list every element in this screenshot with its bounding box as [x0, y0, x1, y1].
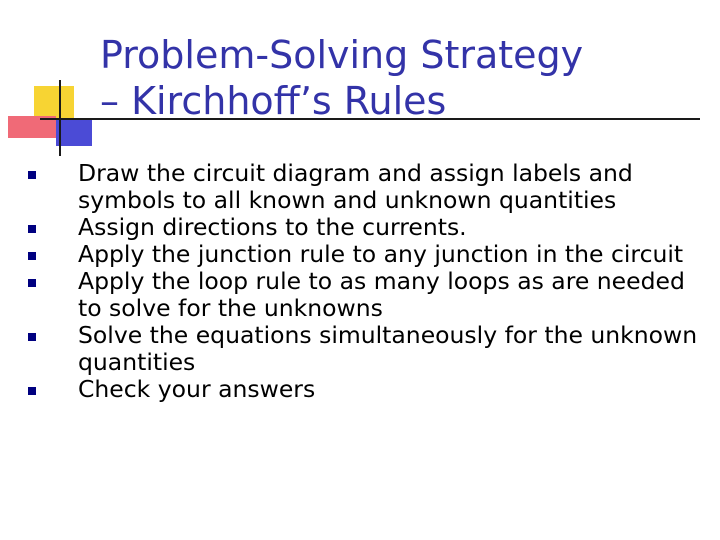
bullet-item: [0, 268, 698, 322]
bullet-text: Solve the equations simultaneously for the unknown quantities: [78, 321, 698, 376]
bullet-text: Apply the loop rule to as many loops as are needed to solve for the unknowns: [78, 267, 685, 322]
slide-title: [100, 32, 700, 124]
bullet-text: Check your answers: [78, 375, 316, 403]
square-bullet-icon: [28, 333, 36, 341]
bullet-list: [0, 160, 720, 403]
blue-square-decoration: [56, 120, 92, 146]
square-bullet-icon: [28, 387, 36, 395]
square-bullet-icon: [28, 252, 36, 260]
bullet-text: Assign directions to the currents.: [78, 213, 467, 241]
bullet-text: Apply the junction rule to any junction in the circuit: [78, 240, 684, 268]
bullet-item: [0, 241, 698, 268]
square-bullet-icon: [28, 171, 36, 179]
bullet-item: [0, 160, 698, 214]
bullet-text: Draw the circuit diagram and assign labels and symbols to all known and unknown quantities: [78, 159, 633, 214]
bullet-item: [0, 322, 698, 376]
bullet-item: [0, 214, 698, 241]
square-bullet-icon: [28, 225, 36, 233]
square-bullet-icon: [28, 279, 36, 287]
bullet-item: [0, 376, 698, 403]
slide-title-line-1: Problem-Solving Strategy: [100, 33, 584, 77]
slide-title-line-2: – Kirchhoff’s Rules: [100, 79, 447, 123]
